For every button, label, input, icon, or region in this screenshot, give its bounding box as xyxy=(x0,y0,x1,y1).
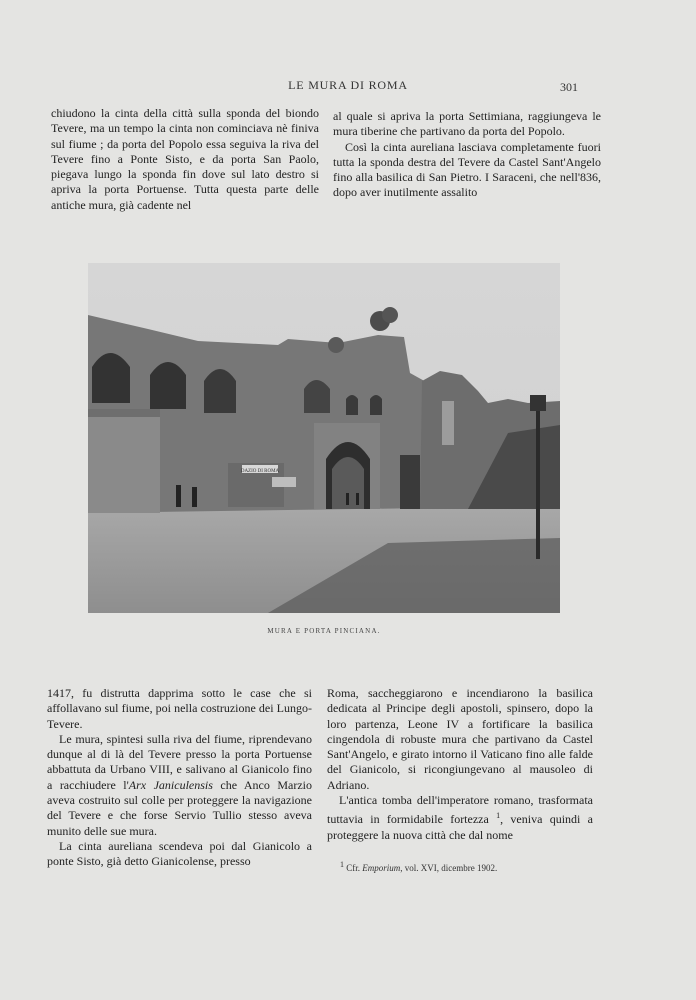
bottom-left-column xyxy=(47,686,312,870)
arx-janiculensis-italic: Arx Janiculensis xyxy=(128,777,213,792)
bottom-right-column xyxy=(327,686,593,843)
photograph-mura-porta-pinciana xyxy=(88,263,560,613)
footnote-suffix: , vol. XVI, dicembre 1902. xyxy=(400,863,498,873)
bottom-left-paragraph-2-before: Le mura, spintesi sulla riva del fiume, riprendevano dunque al di là del Tevere presso la porta Portuense abbattuta da Urbano VIII, e salivano al Gianicolo fino a racchiudere l' xyxy=(47,731,312,792)
bottom-right-paragraph-1: Roma, saccheggiarono e incendiarono la basilica dedicata al Principe degli apostoli, spinsero, dopo la loro partenza, Leone IV a fortificare la basilica cingendola di robuste mura che partivano da Castel Sant'Angelo, e girato intorno il Vaticano fino alle falde del Gianicolo, si ricongiungevano al mausoleo di Adriano. xyxy=(327,686,593,792)
top-left-paragraph-1: chiudono la cinta della città sulla sponda del biondo Tevere, ma un tempo la cinta non cominciava nè finiva sul fiume ; da porta del Popolo essa seguiva la riva del Tevere fino a Ponte Sisto, e da porta San Paolo, piegava lungo la sponda fin dove sul lato destro si apriva la porta Portuense. Tutta questa parte delle antiche mura, già cadente nel xyxy=(51,106,319,212)
bottom-left-paragraph-2 xyxy=(47,732,312,839)
footnote-prefix: Cfr. xyxy=(344,863,363,873)
bottom-left-paragraph-2-after: che Anco Marzio aveva costruito sul colle per proteggere la navigazione del Tevere e che forse Servio Tullio stesso aveva munito delle sue mura. xyxy=(47,777,313,838)
footnote-marker: 1 xyxy=(340,860,344,869)
photo-sign-text: DAZIO DI ROMA xyxy=(240,469,280,474)
top-left-column xyxy=(51,106,319,213)
bottom-right-paragraph-2-after: , veniva quindi a proteggere la nuova città che dal nome xyxy=(327,812,593,842)
page-number: 301 xyxy=(560,80,578,94)
footnote xyxy=(340,860,600,873)
footnote-italic: Emporium xyxy=(362,863,401,873)
bottom-right-paragraph-2-before: L'antica tomba dell'imperatore romano, trasformata tuttavia in formidabile fortezza xyxy=(327,793,593,827)
figure-caption: MURA E PORTA PINCIANA. xyxy=(267,627,381,635)
footnote-reference: 1 xyxy=(496,811,501,821)
top-right-paragraph-1: al quale si apriva la porta Settimiana, raggiungeva le mura tiberine che partivano da porta del Popolo. xyxy=(333,109,601,139)
bottom-left-paragraph-3: La cinta aureliana scendeva poi dal Gianicolo a ponte Sisto, già detto Gianicolense, presso xyxy=(47,838,312,869)
bottom-left-paragraph-1: 1417, fu distrutta dapprima sotto le case che si affollavano sul fiume, poi nella costruzione dei Lungo-Tevere. xyxy=(47,686,312,731)
photo-illustration xyxy=(88,263,560,613)
top-right-paragraph-2: Così la cinta aureliana lasciava completamente fuori tutta la sponda destra del Tevere da Castel Sant'Angelo fino alla basilica di San Pietro. I Saraceni, che nell'836, dopo aver inutilmente assalito xyxy=(333,139,601,200)
bottom-right-paragraph-2 xyxy=(327,793,593,843)
running-title: LE MURA DI ROMA xyxy=(288,78,408,92)
top-right-column xyxy=(333,109,601,201)
